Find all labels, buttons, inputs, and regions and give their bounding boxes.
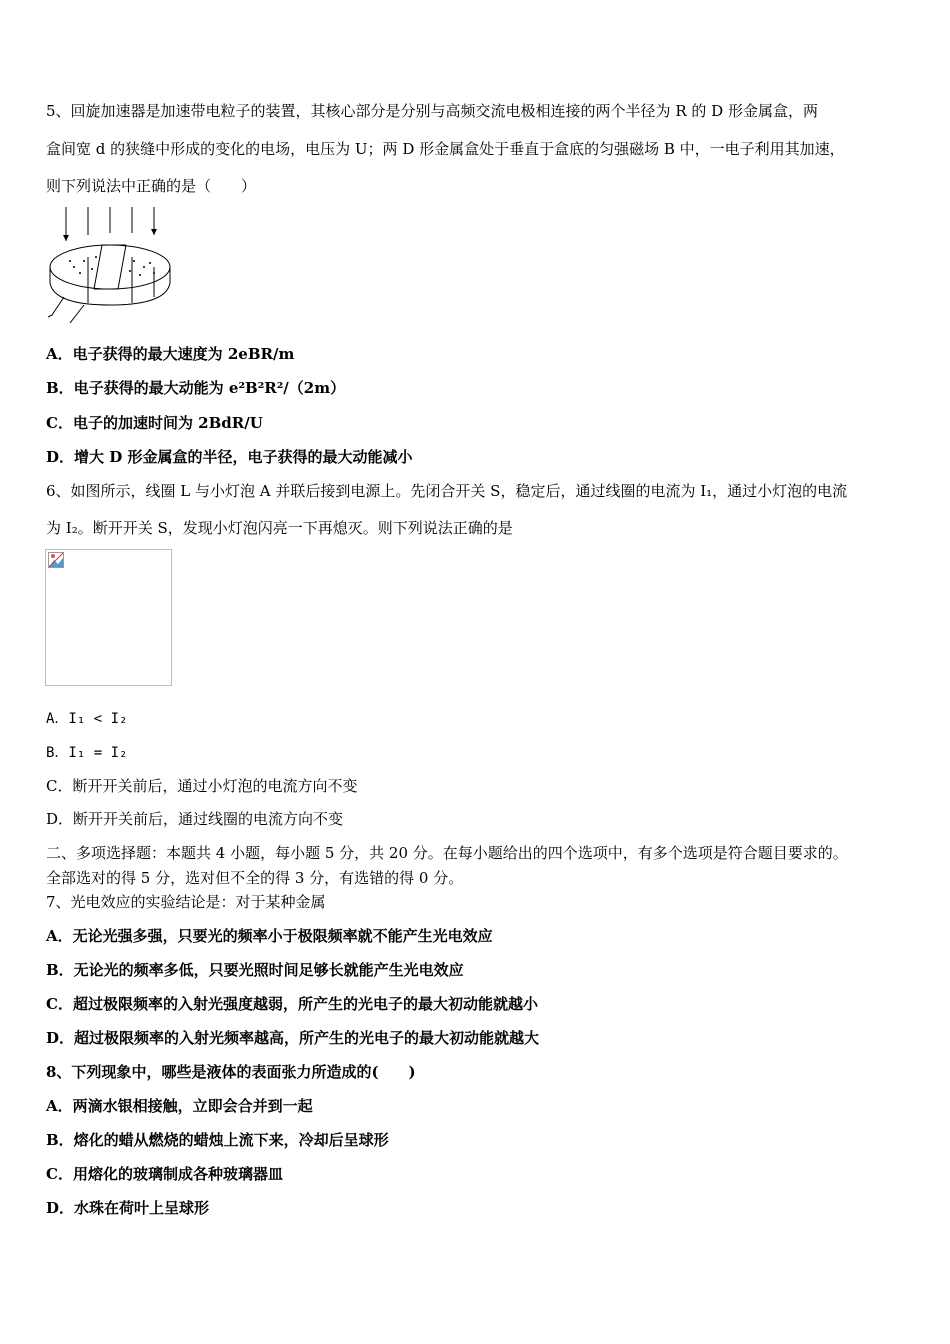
q7-option-a: A．无论光强多强，只要光的频率小于极限频率就不能产生光电效应 [46,927,493,945]
section2-instructions-line-1: 二、多项选择题：本题共 4 小题，每小题 5 分，共 20 分。在每小题给出的四个选项中，有多个选项是符合题目要求的。 [46,844,848,862]
q5-stem-line-1: 5、回旋加速器是加速带电粒子的装置，其核心部分是分别与高频交流电极相连接的两个半径为 R 的 D 形金属盒，两 [46,102,818,120]
q8-stem: 8、下列现象中，哪些是液体的表面张力所造成的( ) [46,1063,416,1081]
q6-option-c: C．断开开关前后，通过小灯泡的电流方向不变 [46,777,358,795]
q8-option-a: A．两滴水银相接触，立即会合并到一起 [46,1097,313,1115]
q7-option-c: C．超过极限频率的入射光强度越弱，所产生的光电子的最大初动能就越小 [46,995,538,1013]
q5-stem-line-3: 则下列说法中正确的是（ ） [46,177,257,195]
q8-option-c: C．用熔化的玻璃制成各种玻璃器皿 [46,1165,283,1183]
q7-option-d: D．超过极限频率的入射光频率越高，所产生的光电子的最大初动能就越大 [46,1029,540,1047]
q5-option-b: B．电子获得的最大动能为 e²B²R²/（2m） [46,379,346,397]
q5-option-d: D．增大 D 形金属盒的半径，电子获得的最大动能减小 [46,448,413,466]
broken-image-placeholder [45,549,172,686]
q5-option-a: A．电子获得的最大速度为 2eBR/m [46,345,295,363]
q6-option-d: D．断开开关前后，通过线圈的电流方向不变 [46,810,344,828]
cyclotron-figure [44,205,184,329]
q7-option-b: B．无论光的频率多低，只要光照时间足够长就能产生光电效应 [46,961,464,979]
q8-option-b: B．熔化的蜡从燃烧的蜡烛上流下来，冷却后呈球形 [46,1131,389,1149]
q6-option-a: A．I₁ < I₂ [46,711,128,727]
broken-image-icon [48,552,64,568]
section2-instructions-line-2: 全部选对的得 5 分，选对但不全的得 3 分，有选错的得 0 分。 [46,869,464,887]
q6-stem-line-1: 6、如图所示，线圈 L 与小灯泡 A 并联后接到电源上。先闭合开关 S，稳定后，通过线圈的电流为 I₁，通过小灯泡的电流 [46,482,848,500]
q5-option-c: C．电子的加速时间为 2BdR/U [46,414,263,432]
q6-option-b: B．I₁ = I₂ [46,745,128,761]
q8-option-d: D．水珠在荷叶上呈球形 [46,1199,210,1217]
q7-stem: 7、光电效应的实验结论是：对于某种金属 [46,893,326,911]
q5-stem-line-2: 盒间宽 d 的狭缝中形成的变化的电场，电压为 U；两 D 形金属盒处于垂直于盒底的匀强磁场 B 中，一电子利用其加速， [46,140,845,158]
q6-stem-line-2: 为 I₂。断开开关 S，发现小灯泡闪亮一下再熄灭。则下列说法正确的是 [46,519,513,537]
